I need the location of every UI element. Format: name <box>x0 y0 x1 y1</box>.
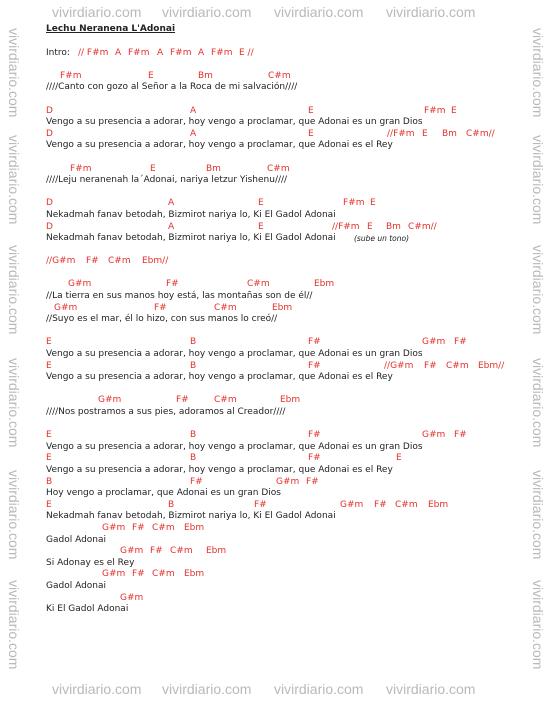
chord: B <box>46 476 53 487</box>
watermark-text: vivirdiario.com <box>274 681 364 697</box>
chord-line <box>46 164 526 176</box>
chord: G#m <box>54 302 78 313</box>
chord: Bm <box>386 221 401 232</box>
lyric-text: Gadol Adonai <box>46 534 107 545</box>
chord-line <box>46 500 526 512</box>
lyric-text: //Suyo es el mar, él lo hizo, con sus manos lo creó// <box>46 314 278 325</box>
watermark-column-right <box>530 0 550 700</box>
watermark-text: vivirdiario.com <box>6 580 22 670</box>
lyric-text: Nekadmah fanav betodah, Bizmirot nariya lo, Ki El Gadol Adonai <box>46 511 336 522</box>
chord: Ebm <box>184 522 205 533</box>
chord: // F#m <box>78 47 109 58</box>
chord-line <box>46 395 526 407</box>
lyric-text: Vengo a su presencia a adorar, hoy vengo a proclamar, que Adonai es un gran Dios <box>46 349 423 360</box>
chord-line <box>46 477 526 489</box>
lyric-line <box>46 314 526 326</box>
lyric-line <box>46 210 526 222</box>
chord: C#m// <box>466 128 495 139</box>
chord: D <box>46 198 53 209</box>
watermark-text: vivirdiario.com <box>530 135 546 225</box>
chord-line <box>46 361 526 373</box>
chord: Bm <box>206 163 221 174</box>
chord: F# <box>254 499 267 510</box>
chord: C#m <box>214 302 237 313</box>
lyric-line <box>46 465 526 477</box>
chord: Ebm <box>280 395 301 406</box>
chord: C#m <box>446 360 469 371</box>
watermark-text: vivirdiario.com <box>386 681 476 697</box>
lyric-line <box>46 488 526 500</box>
chord: E <box>46 453 52 464</box>
lyric-line <box>46 604 526 616</box>
lyric-text: Hoy vengo a proclamar, que Adonai es un gran Dios <box>46 488 281 499</box>
chord: G#m <box>102 522 126 533</box>
chord: F# <box>190 476 203 487</box>
chord: F#m <box>170 47 192 58</box>
watermark-text: vivirdiario.com <box>530 358 546 448</box>
chord: F#m <box>424 105 446 116</box>
chord: E <box>46 499 52 510</box>
chord: F#m <box>70 163 92 174</box>
chord: E <box>422 128 428 139</box>
chord: C#m <box>247 279 270 290</box>
chord: B <box>190 430 197 441</box>
chord: A <box>190 128 197 139</box>
chord: Ebm <box>272 302 293 313</box>
chord-line <box>46 569 526 581</box>
lyric-text: //La tierra en sus manos hoy está, las montañas son de él// <box>46 291 313 302</box>
chord: F#m <box>211 47 233 58</box>
chord: G#m <box>98 395 122 406</box>
chord: D <box>46 105 53 116</box>
chord-line <box>46 198 526 210</box>
lyric-line <box>46 407 526 419</box>
chord: F# <box>132 522 145 533</box>
intro-line <box>46 48 526 60</box>
chord: //F#m <box>332 221 360 232</box>
watermark-text: vivirdiario.com <box>530 470 546 560</box>
lyric-line <box>46 349 526 361</box>
watermark-text: vivirdiario.com <box>52 681 142 697</box>
lyric-line <box>46 233 526 245</box>
chord: G#m <box>102 569 126 580</box>
chord: E <box>396 453 402 464</box>
chord: E <box>367 221 373 232</box>
watermark-text: vivirdiario.com <box>386 4 476 20</box>
lyric-line <box>46 372 526 384</box>
chord: G#m <box>120 592 144 603</box>
chord: B <box>190 453 197 464</box>
lyric-text: Vengo a su presencia a adorar, hoy vengo a proclamar, que Adonai es el Rey <box>46 372 393 383</box>
chord: E <box>148 70 154 81</box>
chord: E <box>308 105 314 116</box>
chord: //G#m <box>384 360 414 371</box>
chord: G#m <box>120 546 144 557</box>
chord: F# <box>150 546 163 557</box>
lyric-line <box>46 82 526 94</box>
chord-line <box>46 337 526 349</box>
chord: C#m <box>170 546 193 557</box>
chord: D <box>46 128 53 139</box>
chord: B <box>190 337 197 348</box>
chord: F# <box>308 453 321 464</box>
chord: A <box>198 47 205 58</box>
watermark-text: vivirdiario.com <box>530 28 546 118</box>
chord-line <box>46 71 526 83</box>
chord-line <box>46 593 526 605</box>
song-title: Lechu Neranena L'Adonai <box>46 24 176 34</box>
lyric-text: Nekadmah fanav betodah, Bizmirot nariya lo, Ki El Gadol Adonai <box>46 233 336 244</box>
chord: G#m <box>422 337 446 348</box>
chord: F# <box>374 499 387 510</box>
chord: F# <box>454 337 467 348</box>
watermark-text: vivirdiario.com <box>530 245 546 335</box>
chord-line <box>46 546 526 558</box>
chord: F# <box>132 569 145 580</box>
chord: G#m <box>422 430 446 441</box>
chord-line <box>46 453 526 465</box>
chord-sheet <box>46 24 526 616</box>
chord: //G#m <box>46 256 76 267</box>
lyric-line <box>46 175 526 187</box>
chord: F# <box>424 360 437 371</box>
chord: A <box>115 47 122 58</box>
lyric-text: Ki El Gadol Adonai <box>46 604 129 615</box>
chord: A <box>168 198 175 209</box>
chord: E <box>46 430 52 441</box>
watermark-text: vivirdiario.com <box>6 470 22 560</box>
watermark-text: vivirdiario.com <box>530 580 546 670</box>
watermark-row-top <box>0 4 550 26</box>
lyric-line <box>46 140 526 152</box>
chord: Ebm <box>184 569 205 580</box>
watermark-text: vivirdiario.com <box>6 28 22 118</box>
lyric-text: Si Adonay es el Rey <box>46 557 135 568</box>
chord: E <box>258 198 264 209</box>
key-change-note: (sube un tono) <box>354 234 410 244</box>
chord: Ebm <box>314 279 335 290</box>
chord: C#m <box>108 256 131 267</box>
chord: G#m <box>68 279 92 290</box>
chord: F# <box>86 256 99 267</box>
watermark-text: vivirdiario.com <box>162 681 252 697</box>
chord: E <box>308 128 314 139</box>
chord: Ebm <box>206 546 227 557</box>
chord: F#m <box>128 47 150 58</box>
chord: A <box>190 105 197 116</box>
chord: A <box>157 47 164 58</box>
chord: A <box>168 221 175 232</box>
lyric-text: ////Canto con gozo al Señor a la Roca de mi salvación//// <box>46 82 298 93</box>
chord: B <box>190 360 197 371</box>
lyric-text: Vengo a su presencia a adorar, hoy vengo a proclamar, que Adonai es un gran Dios <box>46 441 423 452</box>
lyric-text: Vengo a su presencia a adorar, hoy vengo a proclamar, que Adonai es el Rey <box>46 140 393 151</box>
chord-line <box>46 129 526 141</box>
watermark-column-left <box>6 0 42 700</box>
lyric-line <box>46 291 526 303</box>
chord: G#m <box>340 499 364 510</box>
chord: G#m <box>276 476 300 487</box>
lyric-text: Vengo a su presencia a adorar, hoy vengo a proclamar, que Adonai es un gran Dios <box>46 117 423 128</box>
watermark-text: vivirdiario.com <box>274 4 364 20</box>
lyric-line <box>46 535 526 547</box>
chord: E <box>150 163 156 174</box>
chord: C#m <box>152 522 175 533</box>
chord: E <box>46 337 52 348</box>
lyric-line <box>46 581 526 593</box>
chord-line <box>46 256 526 268</box>
chord: F# <box>308 360 321 371</box>
lyric-line <box>46 442 526 454</box>
lyric-line <box>46 558 526 570</box>
chord: F# <box>306 476 319 487</box>
chord: C#m// <box>408 221 437 232</box>
chord: E <box>451 105 457 116</box>
chord: E <box>46 360 52 371</box>
chord-line <box>46 303 526 315</box>
chord: D <box>46 221 53 232</box>
chord: B <box>168 499 175 510</box>
lyric-text: ////Leju neranenah la´Adonai, nariya letzur Yishenu//// <box>46 175 288 186</box>
watermark-text: vivirdiario.com <box>6 245 22 335</box>
lyric-text: Gadol Adonai <box>46 580 107 591</box>
lyric-text: ////Nos postramos a sus pies, adoramos al Creador//// <box>46 407 286 417</box>
lyric-text: Nekadmah fanav betodah, Bizmirot nariya lo, Ki El Gadol Adonai <box>46 209 336 220</box>
watermark-text: vivirdiario.com <box>6 358 22 448</box>
chord: F# <box>166 279 179 290</box>
lyric-line <box>46 117 526 129</box>
lyric-text: Vengo a su presencia a adorar, hoy vengo a proclamar, que Adonai es el Rey <box>46 464 393 475</box>
chord: C#m <box>267 163 290 174</box>
chord: F#m <box>343 198 365 209</box>
chord: Ebm// <box>142 256 169 267</box>
chord: F# <box>308 430 321 441</box>
chord: F# <box>154 302 167 313</box>
chord: Ebm <box>428 499 449 510</box>
chord: F# <box>308 337 321 348</box>
chord: C#m <box>395 499 418 510</box>
chord-line <box>46 106 526 118</box>
chord: C#m <box>152 569 175 580</box>
watermark-text: vivirdiario.com <box>6 135 22 225</box>
chord: C#m <box>268 70 291 81</box>
watermark-text: vivirdiario.com <box>52 4 142 20</box>
chord: E <box>258 221 264 232</box>
chord-line <box>46 279 526 291</box>
watermark-text: vivirdiario.com <box>162 4 252 20</box>
lyric-line <box>46 511 526 523</box>
chord: F# <box>454 430 467 441</box>
chord: Bm <box>198 70 213 81</box>
chord-line <box>46 430 526 442</box>
chord: E <box>370 198 376 209</box>
chord: F#m <box>60 70 82 81</box>
chord: //F#m <box>387 128 415 139</box>
chord-line <box>46 222 526 234</box>
chord: F# <box>176 395 189 406</box>
chord: Bm <box>442 128 457 139</box>
intro-label: Intro: <box>46 47 70 58</box>
chord: E // <box>239 47 254 58</box>
chord: Ebm// <box>478 360 505 371</box>
chord: C#m <box>214 395 237 406</box>
chord-line <box>46 523 526 535</box>
